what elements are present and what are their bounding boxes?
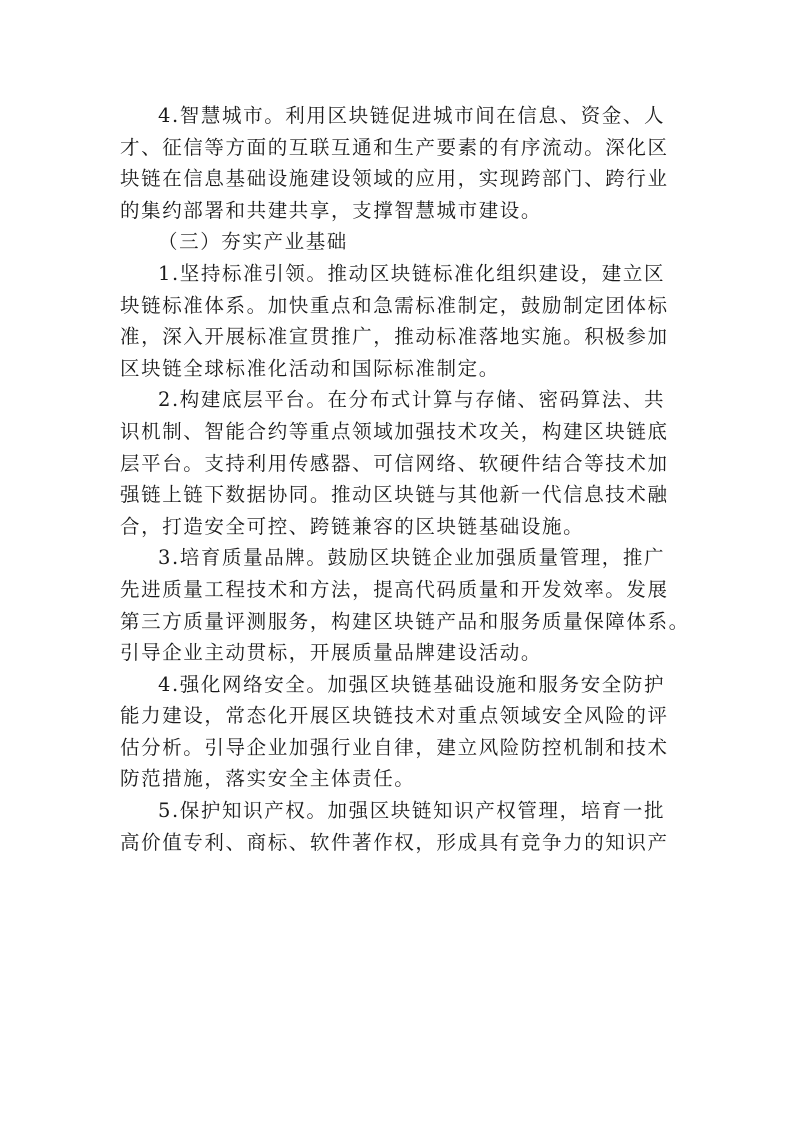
text-line: 估分析。引导企业加强行业自律，建立风险防控机制和技术 [120, 735, 669, 759]
text-line: 1.坚持标准引领。推动区块链标准化组织建设，建立区 [158, 261, 666, 285]
text-line: 2.构建底层平台。在分布式计算与存储、密码算法、共 [158, 388, 666, 412]
text-line: 才、征信等方面的互联互通和生产要素的有序流动。深化区 [120, 135, 669, 159]
text-line: 第三方质量评测服务，构建区块链产品和服务质量保障体系。 [120, 609, 690, 633]
text-line: 4.智慧城市。利用区块链促进城市间在信息、资金、人 [158, 104, 666, 127]
text-line: 能力建设，常态化开展区块链技术对重点领域安全风险的评 [120, 704, 669, 728]
body-text [120, 100, 690, 858]
text-line: 块链在信息基础设施建设领域的应用，实现跨部门、跨行业 [120, 167, 669, 191]
text-line: 区块链全球标准化活动和国际标准制定。 [120, 356, 500, 380]
text-line: 引导企业主动贯标，开展质量品牌建设活动。 [120, 641, 543, 665]
text-line: 防范措施，落实安全主体责任。 [120, 767, 416, 791]
text-line: 块链标准体系。加快重点和急需标准制定，鼓励制定团体标 [120, 293, 669, 317]
text-line: 强链上链下数据协同。推动区块链与其他新一代信息技术融 [120, 483, 669, 507]
text-line: 识机制、智能合约等重点领域加强技术攻关，构建区块链底 [120, 419, 669, 443]
text-line: 合，打造安全可控、跨链兼容的区块链基础设施。 [120, 514, 585, 538]
text-line: 3.培育质量品牌。鼓励区块链企业加强质量管理，推广 [158, 546, 666, 570]
text-line: 层平台。支持利用传感器、可信网络、软硬件结合等技术加 [120, 451, 669, 475]
text-line: 准，深入开展标准宣贯推广，推动标准落地实施。积极参加 [120, 325, 669, 349]
text-line: 的集约部署和共建共享，支撑智慧城市建设。 [120, 198, 543, 222]
text-line: 先进质量工程技术和方法，提高代码质量和开发效率。发展 [120, 577, 669, 601]
section-heading: （三）夯实产业基础 [158, 230, 348, 254]
text-line: 4.强化网络安全。加强区块链基础设施和服务安全防护 [158, 672, 666, 696]
text-line: 高价值专利、商标、软件著作权，形成具有竞争力的知识产 [120, 830, 669, 854]
text-line: 5.保护知识产权。加强区块链知识产权管理，培育一批 [158, 799, 666, 823]
